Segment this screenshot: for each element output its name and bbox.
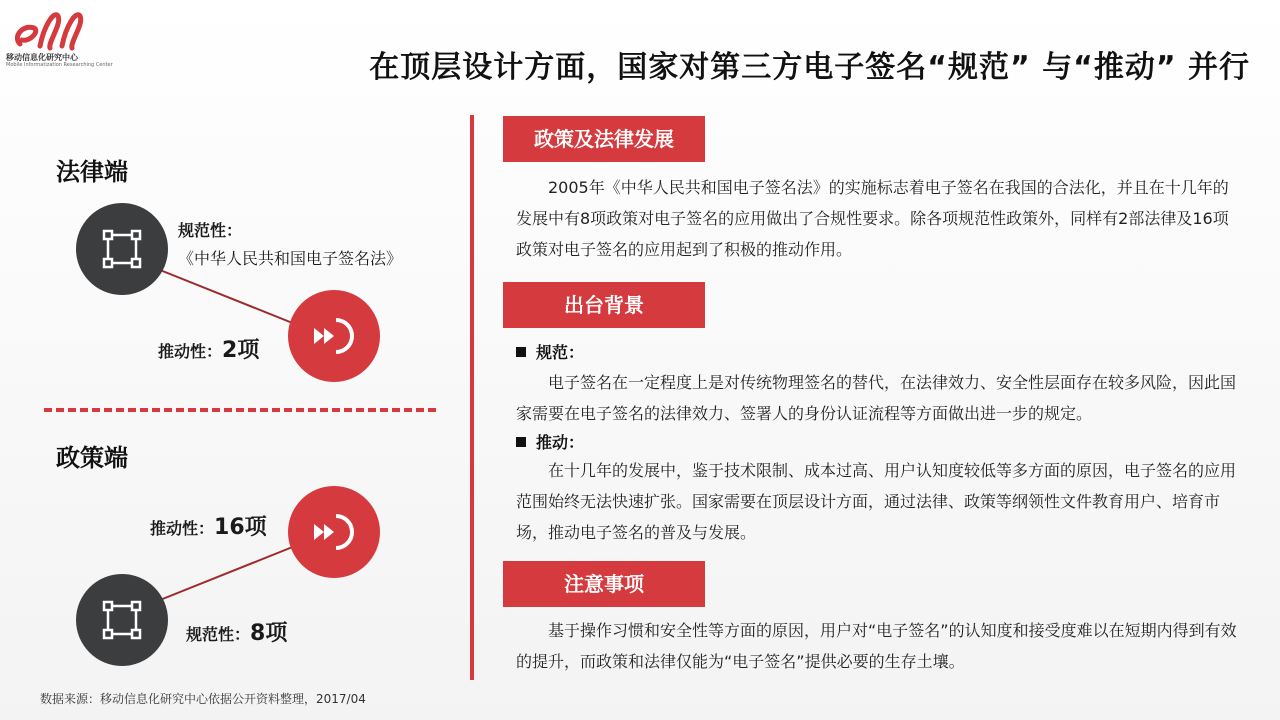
bullet-norm-title: 规范：: [536, 343, 585, 362]
policy-norm-value: 8项: [250, 621, 288, 646]
vertical-divider: [470, 115, 474, 680]
policy-promote-value: 16项: [214, 515, 267, 540]
section-background-header: 出台背景: [503, 282, 705, 328]
legal-promote-label-text: 推动性：: [158, 342, 223, 361]
bullet-norm-body: 电子签名在一定程度上是对传统物理签名的替代，在法律效力、安全性层面存在较多风险，因此国家需要在电子签名的法律效力、签署人的身份认证流程等方面做出进一步的规定。: [516, 373, 1237, 423]
arrow-push-icon: [310, 314, 358, 358]
policy-norm-label: [186, 616, 287, 647]
frame-square-icon: [100, 598, 144, 642]
bullet-norm-heading: [516, 340, 584, 363]
policy-norm-circle: [76, 574, 168, 666]
section-policy-law-body: 2005年《中华人民共和国电子签名法》的实施标志着电子签名在我国的合法化，并且在十几年的发展中有8项政策对电子签名的应用做出了合规性要求。除各项规范性政策外，同样有2部法律及16项政策对电子签名的应用起到了积极的推动作用。: [516, 178, 1229, 259]
bullet-promote-title: 推动：: [536, 433, 585, 452]
legal-promote-value: 2项: [222, 338, 260, 363]
logo-name-cn: 移动信息化研究中心: [6, 53, 78, 62]
arrow-push-icon: [310, 510, 358, 554]
data-source-note: 数据来源：移动信息化研究中心依据公开资料整理，2017/04: [40, 692, 366, 706]
section-divider: [44, 408, 436, 412]
policy-promote-label: [150, 510, 267, 541]
legal-promote-label: [158, 333, 259, 364]
legal-norm-label: 规范性：: [178, 221, 243, 240]
section-notes-body: 基于操作习惯和安全性等方面的原因，用户对“电子签名”的认知度和接受度难以在短期内得到有效的提升，而政策和法律仅能为“电子签名”提供必要的生存土壤。: [516, 621, 1237, 671]
section-notes-header: 注意事项: [503, 561, 705, 607]
policy-promote-circle: [288, 486, 380, 578]
legal-norm-value: 《中华人民共和国电子签名法》: [178, 249, 403, 268]
policy-heading: 政策端: [56, 444, 128, 472]
bullet-square-icon: [516, 347, 526, 357]
bullet-promote-heading: [516, 430, 584, 453]
legal-norm-circle: [76, 203, 168, 295]
section-policy-law-header: 政策及法律发展: [503, 116, 705, 162]
policy-norm-label-text: 规范性：: [186, 625, 251, 644]
frame-square-icon: [100, 227, 144, 271]
policy-promote-label-text: 推动性：: [150, 519, 215, 538]
page-title: 在顶层设计方面，国家对第三方电子签名“规范” 与“推动” 并行: [369, 50, 1250, 85]
logo-name-en: Mobile Informatization Researching Center: [6, 62, 113, 68]
legal-heading: 法律端: [56, 158, 128, 186]
bullet-promote-body: 在十几年的发展中，鉴于技术限制、成本过高、用户认知度较低等多方面的原因，电子签名的应用范围始终无法快速扩张。国家需要在顶层设计方面，通过法律、政策等纲领性文件教育用户、培育市场，推动电子签名的普及与发展。: [516, 461, 1237, 542]
legal-promote-circle: [288, 290, 380, 382]
bullet-square-icon: [516, 437, 526, 447]
